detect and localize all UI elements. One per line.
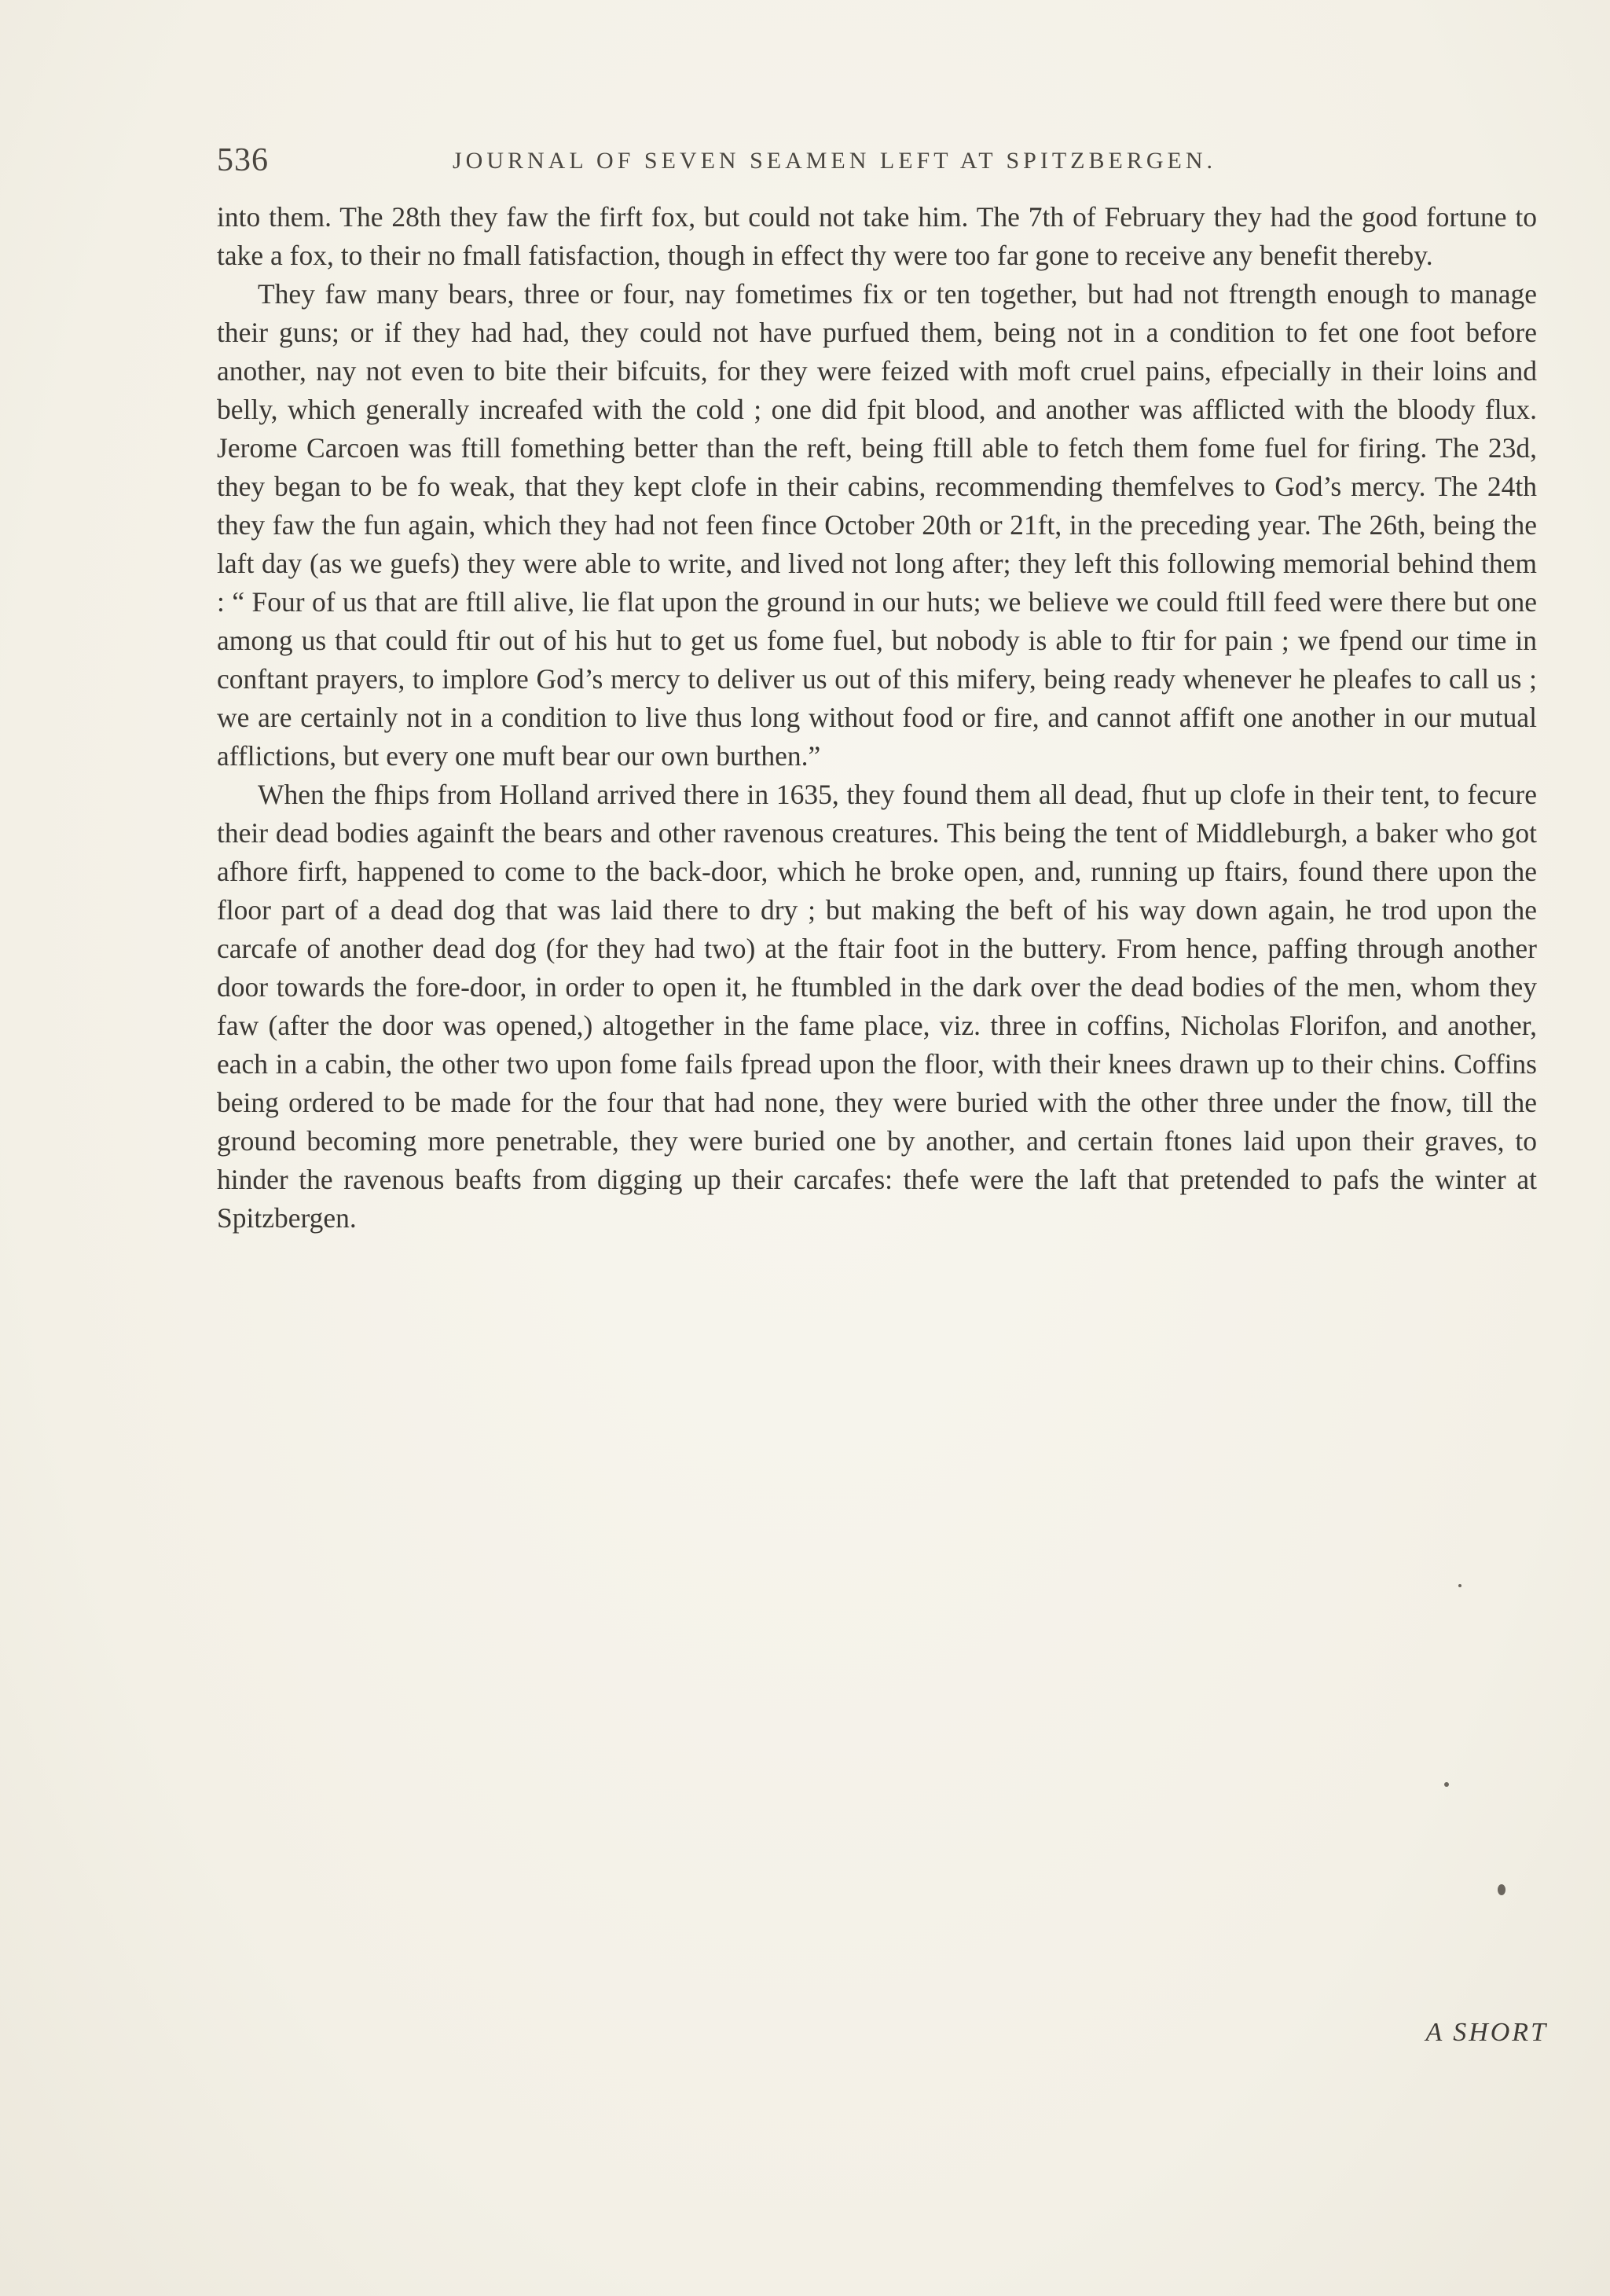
- paragraph: They faw many bears, three or four, nay fometimes fix or ten together, but had not ftrength enough to manage their guns; or if they had had, they could not have purfued them, being not in a condition to fet one foot before another, nay not even to bite their bifcuits, for they were feized with moft cruel pains, efpecially in their loins and belly, which generally increafed with the cold ; one did fpit blood, and another was afflicted with the bloody flux. Jerome Carcoen was ftill fomething better than the reft, being ftill able to fetch them fome fuel for firing. The 23d, they began to be fo weak, that they kept clofe in their cabins, recommending themfelves to God’s mercy. The 24th they faw the fun again, which they had not feen fince October 20th or 21ft, in the preceding year. The 26th, being the laft day (as we guefs) they were able to write, and lived not long after; they left this following memorial behind them : “ Four of us that are ftill alive, lie flat upon the ground in our huts; we believe we could ftill feed were there but one among us that could ftir out of his hut to get us fome fuel, but nobody is able to ftir for pain ; we fpend our time in conftant prayers, to implore God’s mercy to deliver us out of this mifery, being ready whenever he pleafes to call us ; we are certainly not in a condition to live thus long without food or fire, and cannot affift one another in our mutual afflictions, but every one muft bear our own burthen.”: [217, 278, 1537, 772]
- paragraph: into them. The 28th they faw the firft fox, but could not take him. The 7th of February they had the good fortune to take a fox, to their no fmall fatisfaction, though in effect thy were too far gone to receive any benefit thereby.: [217, 201, 1537, 271]
- paragraph: When the fhips from Holland arrived there in 1635, they found them all dead, fhut up clofe in their tent, to fecure their dead bodies againft the bears and other ravenous creatures. This being the tent of Middleburgh, a baker who got afhore firft, happened to come to the back-door, which he broke open, and, running up ftairs, found there upon the floor part of a dead dog that was laid there to dry ; but making the beft of his way down again, he trod upon the carcafe of another dead dog (for they had two) at the ftair foot in the buttery. From hence, paffing through another door towards the fore-door, in order to open it, he ftumbled in the dark over the dead bodies of the men, whom they faw (after the door was opened,) altogether in the fame place, viz. three in coffins, Nicholas Florifon, and another, each in a cabin, the other two upon fome fails fpread upon the floor, with their knees drawn up to their chins. Coffins being ordered to be made for the four that had none, they were buried with the other three under the fnow, till the ground becoming more penetrable, they were buried one by another, and certain ftones laid upon their graves, to hinder the ravenous beafts from digging up their carcafes: thefe were the laft that pretended to pafs the winter at Spitzbergen.: [217, 779, 1537, 1234]
- body-text: [217, 198, 1537, 1238]
- ink-speck: [1498, 1884, 1505, 1895]
- ink-speck: [1458, 1584, 1461, 1587]
- page-number: 536: [217, 142, 269, 178]
- running-head: [217, 141, 1545, 181]
- running-title: JOURNAL OF SEVEN SEAMEN LEFT AT SPITZBERGEN.: [453, 148, 1217, 174]
- ink-speck: [1444, 1782, 1449, 1787]
- catchword: A SHORT: [1425, 2018, 1548, 2047]
